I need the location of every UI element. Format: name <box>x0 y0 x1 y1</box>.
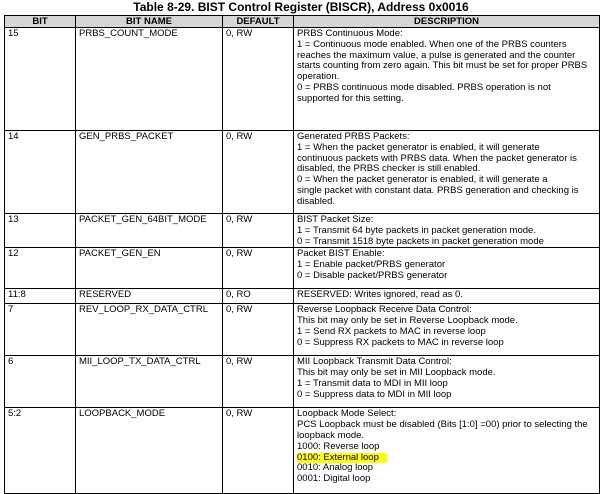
table-title: Table 8-29. BIST Control Register (BISCR), Address 0x0016 <box>133 0 469 14</box>
cell-default: 0, RW <box>223 131 294 214</box>
column-header-bit-name: BIT NAME <box>76 16 223 28</box>
table-row <box>5 304 600 356</box>
description-line: BIST Packet Size: <box>297 214 374 225</box>
description-line: 1 = Enable packet/PRBS generator <box>297 259 446 271</box>
description-line: PCS Loopback must be disabled (Bits [1:0] =00) prior to selecting the <box>297 419 588 431</box>
table-row <box>5 408 600 494</box>
cell-default: 0, RW <box>223 356 294 408</box>
cell-bit-name: LOOPBACK_MODE <box>76 408 223 494</box>
description-line: starts counting from zero again. This bit must be set for proper PRBS <box>297 60 588 72</box>
cell-default: 0, RW <box>223 408 294 494</box>
cell-bit: 14 <box>5 131 76 214</box>
description-line: Packet BIST Enable: <box>297 248 385 260</box>
description-line: operation. <box>297 71 340 83</box>
cell-bit-name: PACKET_GEN_EN <box>76 248 223 289</box>
column-header-bit: BIT <box>5 16 76 28</box>
description-line: Loopback Mode Select: <box>297 408 397 420</box>
description-line: 1 = Send RX packets to MAC in reverse loop <box>297 325 486 337</box>
description-line: 1000: Reverse loop <box>297 440 380 452</box>
table-row <box>5 356 600 408</box>
cell-bit-name: REV_LOOP_RX_DATA_CTRL <box>76 304 223 356</box>
table-row <box>5 131 600 214</box>
cell-bit: 11:8 <box>5 289 76 304</box>
description-line: 0001: Digital loop <box>297 473 371 485</box>
description-line: 0 = Suppress data to MDI in MII loop <box>297 388 452 400</box>
description-line: 0 = When the packet generator is enabled, it will generate a <box>297 174 548 186</box>
description-line: This bit may only be set in MII Loopback mode. <box>297 367 496 379</box>
table-row <box>5 28 600 131</box>
description-line: 1 = Transmit data to MDI in MII loop <box>297 377 448 389</box>
description-line: 0 = Transmit 1518 byte packets in packet generation mode <box>297 235 544 247</box>
cell-default: 0, RW <box>223 248 294 289</box>
cell-description <box>294 304 600 356</box>
description-line: continuous packets with PRBS data. When the packet generator is <box>297 152 577 164</box>
description-line: reaches the maximum value, a pulse is generated and the counter <box>297 49 576 61</box>
cell-bit: 13 <box>5 214 76 248</box>
description-line: disabled. <box>297 195 336 207</box>
description-line: 0 = Disable packet/PRBS generator <box>297 269 448 281</box>
table-header-row <box>5 16 600 28</box>
cell-description <box>294 214 600 248</box>
cell-description <box>294 248 600 289</box>
table-row <box>5 289 600 304</box>
cell-bit: 5:2 <box>5 408 76 494</box>
description-line: loopback mode. <box>297 429 365 441</box>
column-header-default: DEFAULT <box>223 16 294 28</box>
highlighted-text: 0100: External loop <box>297 453 387 464</box>
register-table <box>4 15 600 494</box>
cell-bit-name: GEN_PRBS_PACKET <box>76 131 223 214</box>
description-line: 1 = Continuous mode enabled. When one of the PRBS counters <box>297 38 567 50</box>
table-row <box>5 214 600 248</box>
cell-description <box>294 289 600 304</box>
cell-bit-name: RESERVED <box>76 289 223 304</box>
cell-bit: 12 <box>5 248 76 289</box>
cell-description <box>294 408 600 494</box>
description-line: 1 = When the packet generator is enabled, it will generate <box>297 141 540 153</box>
cell-bit-name: PRBS_COUNT_MODE <box>76 28 223 131</box>
cell-description <box>294 28 600 131</box>
cell-default: 0, RW <box>223 304 294 356</box>
description-line: This bit may only be set in Reverse Loopback mode. <box>297 315 518 327</box>
cell-bit: 6 <box>5 356 76 408</box>
description-line: supported for this setting. <box>297 92 404 104</box>
description-line: disabled, the PRBS checker is still enabled. <box>297 163 481 175</box>
description-line: 0010: Analog loop <box>297 462 374 474</box>
table-row <box>5 248 600 289</box>
cell-default: 0, RO <box>223 289 294 304</box>
cell-bit: 15 <box>5 28 76 131</box>
description-line: Generated PRBS Packets: <box>297 131 410 142</box>
cell-default: 0, RW <box>223 28 294 131</box>
description-line: 0 = Suppress RX packets to MAC in reverse loop <box>297 336 504 348</box>
cell-description <box>294 131 600 214</box>
cell-bit-name: MII_LOOP_TX_DATA_CTRL <box>76 356 223 408</box>
description-line: Reverse Loopback Receive Data Control: <box>297 304 472 316</box>
column-header-description: DESCRIPTION <box>294 16 600 28</box>
description-line: PRBS Continuous Mode: <box>297 28 403 39</box>
description-line: 0 = PRBS continuous mode disabled. PRBS operation is not <box>297 81 551 93</box>
cell-default: 0, RW <box>223 214 294 248</box>
description-line: single packet with constant data. PRBS generation and checking is <box>297 184 579 196</box>
description-line: 1 = Transmit 64 byte packets in packet generation mode. <box>297 224 536 236</box>
description-line: RESERVED: Writes ignored, read as 0. <box>297 289 463 301</box>
cell-description <box>294 356 600 408</box>
cell-bit-name: PACKET_GEN_64BIT_MODE <box>76 214 223 248</box>
description-line: MII Loopback Transmit Data Control: <box>297 356 452 368</box>
cell-bit: 7 <box>5 304 76 356</box>
